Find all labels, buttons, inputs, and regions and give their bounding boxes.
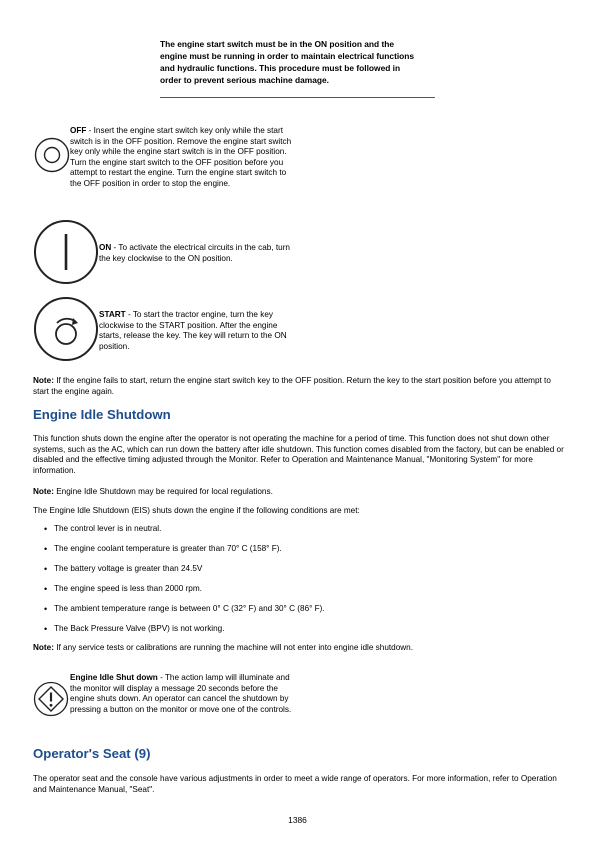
list-item: • The engine speed is less than 2000 rpm. bbox=[33, 584, 574, 594]
start-switch-icon bbox=[33, 296, 99, 362]
start-label: START bbox=[99, 310, 126, 319]
note-regulations bbox=[33, 487, 568, 498]
page-number: 1386 bbox=[288, 815, 307, 825]
conditions-intro: The Engine Idle Shutdown (EIS) shuts down the engine if the following conditions are met: bbox=[33, 506, 360, 515]
off-text: - Insert the engine start switch key only while the start switch is in the OFF position. Remove the engine start switch key only while the engine start switch is in the OFF position. Turn the engine start switch to the OFF position before you attempt to restart the engine. Turn the engine start switch to the OFF position in order to stop the engine. bbox=[70, 126, 292, 188]
warning-text: The engine start switch must be in the ON position and the engine must be running in order to maintain electrical functions and hydraulic functions. This procedure must be followed in order to prevent serious machine damage. bbox=[160, 39, 415, 85]
idle-intro: This function shuts down the engine after the operator is not operating the machine for a period of time. This function does not shut down other systems, such as the AC, which can run down the battery after idle shutdown. This function comes disabled from the factory, but can be enabled or disabled and the effective timing adjusted through the Monitor. Refer to Operation and Maintenance Manual, "Monitoring System" for more information. bbox=[33, 434, 564, 475]
note-label: Note: bbox=[33, 487, 54, 496]
note-label: Note: bbox=[33, 376, 54, 385]
start-description bbox=[99, 310, 299, 352]
start-text: - To start the tractor engine, turn the key clockwise to the START position. After the engine starts, release the key. The key will return to the ON position. bbox=[99, 310, 287, 351]
note-text: If any service tests or calibrations are running the machine will not enter into engine idle shutdown. bbox=[53, 643, 414, 652]
list-item: • The ambient temperature range is between 0° C (32° F) and 30° C (86° F). bbox=[33, 604, 574, 614]
off-label: OFF bbox=[70, 126, 87, 135]
section-heading-idle-shutdown: Engine Idle Shutdown bbox=[33, 407, 171, 422]
lamp-description bbox=[70, 673, 300, 715]
list-item: • The engine coolant temperature is greater than 70° C (158° F). bbox=[33, 544, 574, 554]
on-description bbox=[99, 243, 299, 264]
note-text: If the engine fails to start, return the engine start switch key to the OFF position. Return the key to the start position before you attempt to start the engine again. bbox=[33, 376, 551, 396]
note-engine-fail bbox=[33, 376, 568, 397]
warning-divider bbox=[160, 97, 435, 98]
conditions-list bbox=[33, 524, 568, 634]
seat-text: The operator seat and the console have various adjustments in order to meet a wide range of operators. For more information, refer to Operation and Maintenance Manual, "Seat". bbox=[33, 774, 557, 794]
warning-lamp-icon bbox=[33, 681, 69, 717]
lamp-text: - The action lamp will illuminate and the monitor will display a message 20 seconds before the engine shuts down. An operator can cancel the shutdown by pressing a button on the monitor or move one of the controls. bbox=[70, 673, 292, 714]
list-item: • The battery voltage is greater than 24.5V bbox=[33, 564, 574, 574]
note-text: Engine Idle Shutdown may be required for local regulations. bbox=[53, 487, 273, 496]
on-label: ON bbox=[99, 243, 112, 252]
section-heading-operator-seat: Operator's Seat (9) bbox=[33, 746, 151, 761]
list-item: • The control lever is in neutral. bbox=[33, 524, 574, 534]
on-switch-icon bbox=[33, 219, 99, 285]
off-switch-icon bbox=[34, 137, 70, 173]
note-service bbox=[33, 643, 568, 654]
list-item: • The Back Pressure Valve (BPV) is not working. bbox=[33, 624, 574, 634]
note-label: Note: bbox=[33, 643, 54, 652]
off-description bbox=[70, 126, 298, 190]
lamp-label: Engine Idle Shut down bbox=[70, 673, 158, 682]
on-text: - To activate the electrical circuits in the cab, turn the key clockwise to the ON position. bbox=[99, 243, 290, 263]
